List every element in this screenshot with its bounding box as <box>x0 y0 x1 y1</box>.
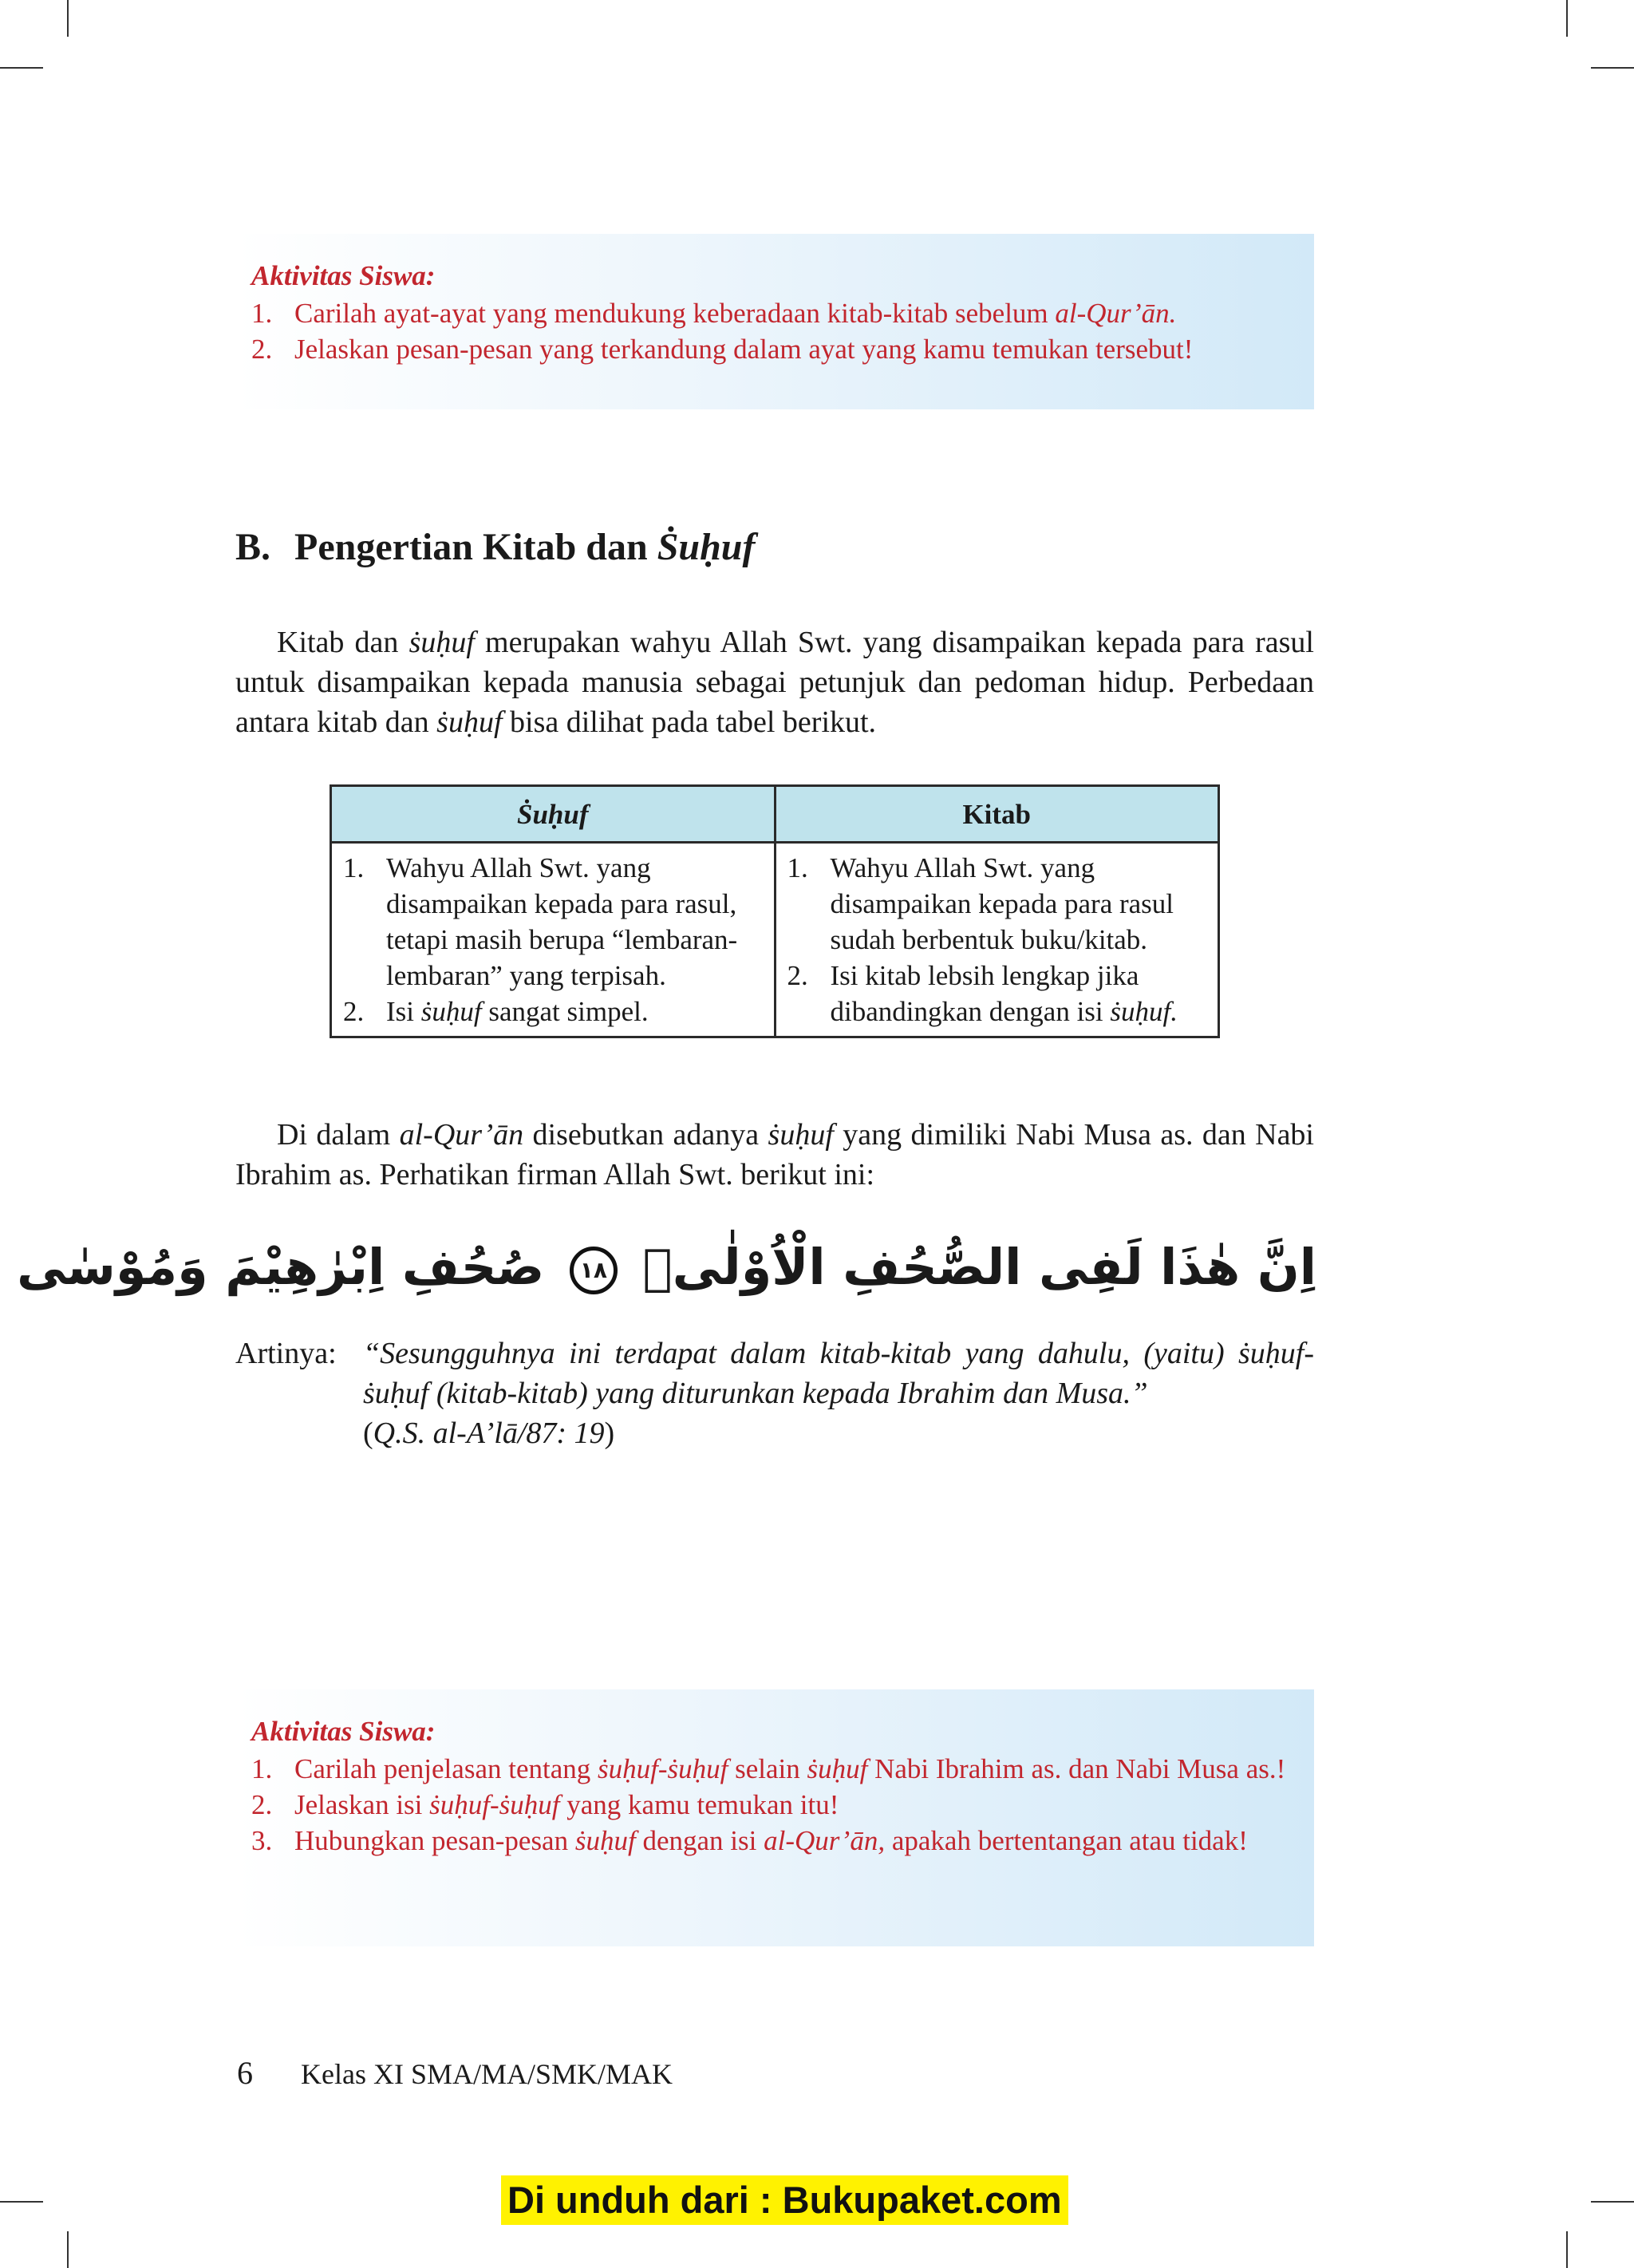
download-banner: Di unduh dari : Bukupaket.com <box>501 2175 1068 2225</box>
list-item: 1. Carilah ayat-ayat yang mendukung keberadaan kitab-kitab sebelum al-Qur’ān. <box>251 298 1177 329</box>
translation-label: Artinya: <box>235 1337 337 1370</box>
list-item: 2. Isi ṡuḥuf sangat simpel. <box>343 996 649 1027</box>
comparison-table <box>330 784 1220 1038</box>
table-cell-kitab <box>775 843 1219 1037</box>
activity-list <box>251 1751 1297 1859</box>
list-item: 2. Jelaskan pesan-pesan yang terkandung dalam ayat yang kamu temukan tersebut! <box>251 334 1194 365</box>
activity-box-bottom <box>235 1689 1314 1946</box>
translation <box>235 1334 1314 1453</box>
list-item: 2. Isi kitab lebsih lengkap jika dibandingkan dengan isi ṡuḥuf. <box>787 960 1178 1027</box>
verse-reference: Q.S. al-A’lā/87: 19 <box>373 1417 605 1450</box>
list-item: 1. Carilah penjelasan tentang ṡuḥuf-ṡuḥuf selain ṡuḥuf Nabi Ibrahim as. dan Nabi Musa as.! <box>251 1753 1286 1784</box>
quran-intro-paragraph: Di dalam al-Qur’ān disebutkan adanya ṡuḥuf yang dimiliki Nabi Musa as. dan Nabi Ibrahim as. Perhatikan firman Allah Swt. berikut ini: <box>235 1118 1314 1191</box>
page-number: 6 <box>237 2055 253 2091</box>
crop-mark <box>1591 67 1634 69</box>
crop-mark <box>1566 0 1568 37</box>
section-heading <box>235 525 755 569</box>
translation-text: “Sesungguhnya ini terdapat dalam kitab-kitab yang dahulu, (yaitu) ṡuḥuf-ṡuḥuf (kitab-kitab) yang diturunkan kepada Ibrahim dan Musa.” <box>363 1337 1314 1410</box>
activity-box-top <box>235 234 1314 409</box>
table-header-row <box>331 786 1219 843</box>
table-cell-suhuf <box>331 843 776 1037</box>
ayah-number-18: ١٨ <box>570 1247 618 1294</box>
book-title: Kelas XI SMA/MA/SMK/MAK <box>301 2058 673 2090</box>
arabic-verse <box>17 1227 1316 1307</box>
crop-mark <box>1591 2201 1634 2203</box>
crop-mark <box>67 2231 69 2268</box>
table-header-kitab: Kitab <box>775 786 1219 843</box>
crop-mark <box>0 67 43 69</box>
list-item: 2. Jelaskan isi ṡuḥuf-ṡuḥuf yang kamu temukan itu! <box>251 1789 839 1820</box>
activity-title: Aktivitas Siswa: <box>251 1716 436 1747</box>
activity-list <box>251 295 1297 367</box>
list-item: 3. Hubungkan pesan-pesan ṡuḥuf dengan isi al-Qur’ān, apakah bertentangan atau tidak! <box>251 1825 1248 1856</box>
section-title: Pengertian Kitab dan <box>294 526 657 568</box>
crop-mark <box>0 2201 43 2203</box>
list-item: 1. Wahyu Allah Swt. yang disampaikan kepada para rasul sudah berbentuk buku/kitab. <box>787 852 1174 955</box>
arabic-verse-19: صُحُفِ اِبْرٰهِيْمَ وَمُوْسٰى <box>17 1238 545 1296</box>
list-item: 1. Wahyu Allah Swt. yang disampaikan kepada para rasul, tetapi masih berupa “lembaran-lembaran” yang terpisah. <box>343 852 738 991</box>
section-title-em: Ṡuḥuf <box>657 526 756 568</box>
arabic-verse-18: اِنَّ هٰذَا لَفِى الصُّحُفِ الْاُوْلٰىۙ <box>642 1238 1316 1296</box>
intro-paragraph: Kitab dan ṡuḥuf merupakan wahyu Allah Swt. yang disampaikan kepada para rasul untuk disampaikan kepada manusia sebagai petunjuk dan pedoman hidup. Perbedaan antara kitab dan ṡuḥuf bisa dilihat pada tabel berikut. <box>235 626 1314 739</box>
crop-mark <box>67 0 69 37</box>
table-header-suhuf: Ṡuḥuf <box>331 786 776 843</box>
crop-mark <box>1566 2231 1568 2268</box>
table-row <box>331 843 1219 1037</box>
translation-body: “Sesungguhnya ini terdapat dalam kitab-kitab yang dahulu, (yaitu) ṡuḥuf-ṡuḥuf (kitab-kitab) yang diturunkan kepada Ibrahim dan Musa.” (Q.S. al-A’lā/87: 19) <box>363 1337 1314 1450</box>
section-letter: B. <box>235 526 271 568</box>
activity-title: Aktivitas Siswa: <box>251 260 436 291</box>
